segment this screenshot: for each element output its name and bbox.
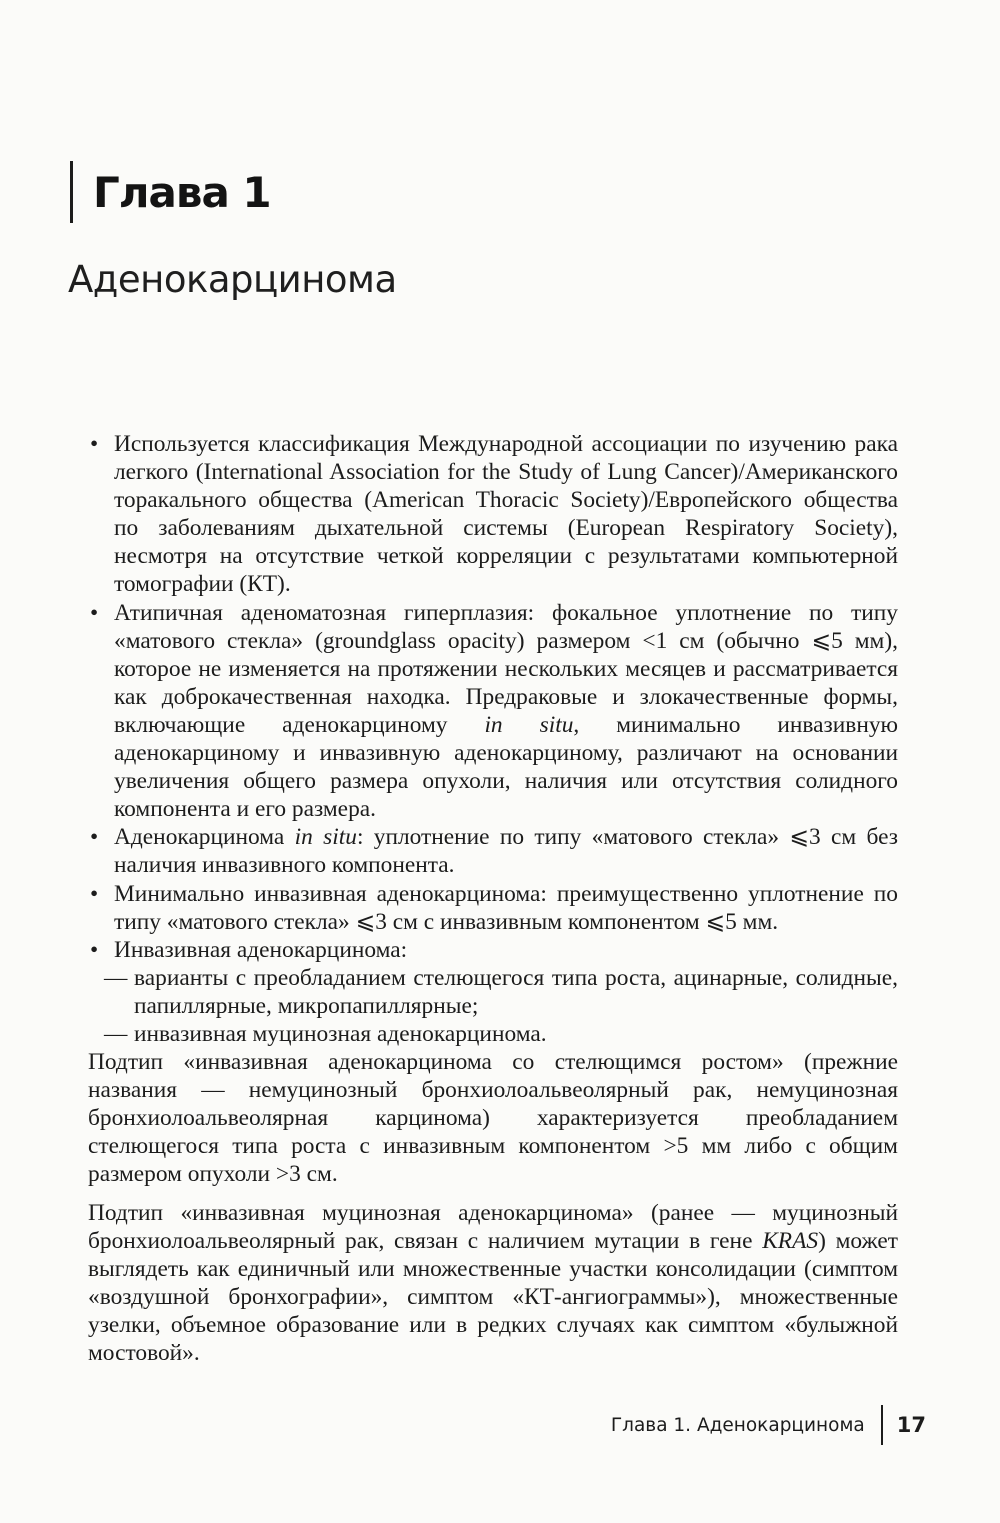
footer-rule xyxy=(881,1405,883,1445)
chapter-label: Глава 1 xyxy=(93,167,271,217)
page-footer xyxy=(611,1405,926,1445)
chapter-title: Аденокарцинома xyxy=(68,258,397,301)
running-title: Глава 1. Аденокарцинома xyxy=(610,1414,865,1436)
body-text xyxy=(88,430,898,1367)
bullet-list xyxy=(88,430,898,1048)
chapter-rule xyxy=(70,161,73,223)
bullet-item: • Используется классификация Международной ассоциации по изучению рака легкого (International Association for the Study of Lung Cancer)/Американского торакального общества (American Thoracic Society)/Европейского общества по заболеваниям дыхательной системы (European Respiratory Society), несмотря на отсутствие четкой корреляции с результатами компьютерной томографии (КТ). xyxy=(88,430,898,599)
paragraph: Подтип «инвазивная муцинозная аденокарцинома» (ранее — муцинозный бронхиолоальвеолярный рак, связан с наличием мутации в гене KRAS) может выглядеть как единичный или множественные участки консолидации (симптом «воздушной бронхографии», симптом «КТ-ангиограммы»), множественные узелки, объемное образование или в редких случаях как симптом «булыжной мостовой». xyxy=(88,1199,898,1366)
page-number: 17 xyxy=(896,1413,926,1437)
sub-item: — инвазивная муцинозная аденокарцинома. xyxy=(88,1020,898,1048)
sub-list xyxy=(88,964,898,1048)
bullet-item: • Атипичная аденоматозная гиперплазия: фокальное уплотнение по типу «матового стекла» (groundglass opacity) размером <1 см (обычно ⩽5 мм), которое не изменяется на протяжении нескольких месяцев и рассматривается как доброкачественная находка. Предраковые и злокачественные формы, включающие аденокарциному in situ, минимально инвазивную аденокарциному и инвазивную аденокарциному, различают на основании увеличения общего размера опухоли, наличия или отсутствия солидного компонента и его размера. xyxy=(88,599,898,824)
bullet-item: • Минимально инвазивная аденокарцинома: преимущественно уплотнение по типу «матового стекла» ⩽3 см с инвазивным компонентом ⩽5 мм. xyxy=(88,880,898,936)
bullet-item: • Аденокарцинома in situ: уплотнение по типу «матового стекла» ⩽3 см без наличия инвазивного компонента. xyxy=(88,823,898,879)
paragraph: Подтип «инвазивная аденокарцинома со стелющимся ростом» (прежние названия — немуцинозный бронхиолоальвеолярный рак, немуцинозная бронхиолоальвеолярная карцинома) характеризуется преобладанием стелющегося типа роста с инвазивным компонентом >5 мм либо с общим размером опухоли >3 см. xyxy=(88,1049,898,1188)
chapter-heading xyxy=(70,160,271,224)
bullet-item: • Инвазивная аденокарцинома: — варианты с преобладанием стелющегося типа роста, ацинарные, солидные, папиллярные, микропапиллярные; — инвазивная муцинозная аденокарцинома. xyxy=(88,936,898,1048)
sub-item: — варианты с преобладанием стелющегося типа роста, ацинарные, солидные, папиллярные, микропапиллярные; xyxy=(88,964,898,1020)
